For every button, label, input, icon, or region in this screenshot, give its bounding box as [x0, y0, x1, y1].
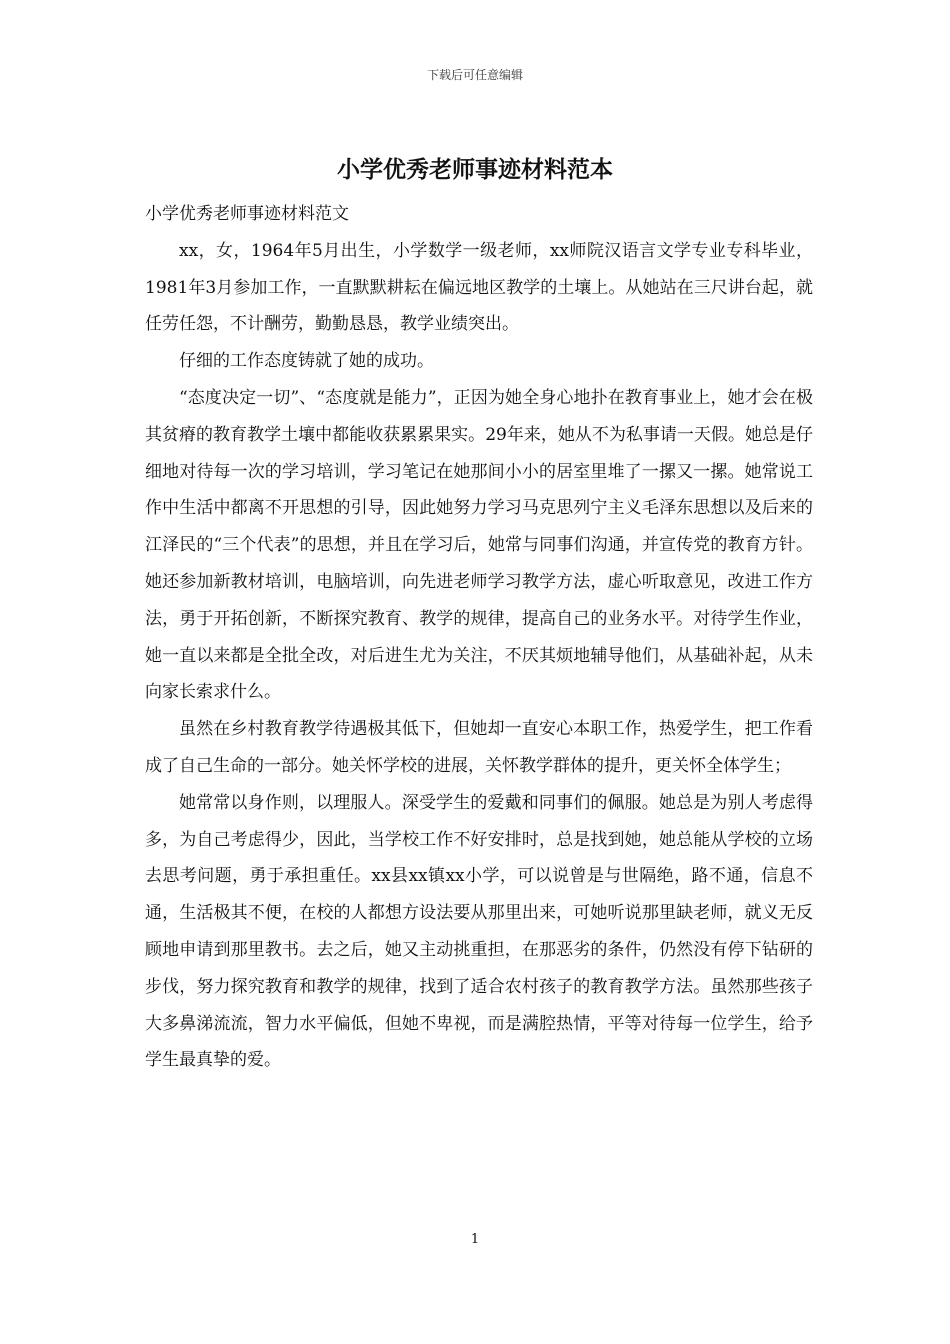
paragraph-2: 仔细的工作态度铸就了她的成功。 [179, 351, 434, 372]
paragraph-3: “态度决定一切”、“态度就是能力”，正因为她全身心地扑在教育事业上，她才会在极其贫瘠的教育教学土壤中都能收获累累果实。29年来，她从不为私事请一天假。她总是仔细地对待每一次的学习培训，学习笔记在她那间小小的居室里堆了一摞又一摞。她常说工作中生活中都离不开思想的引导，因此她努力学习马克思列宁主义毛泽东思想以及后来的江泽民的“三个代表”的思想，并且在学习后，她常与同事们沟通，并宣传党的教育方针。她还参加新教材培训，电脑培训，向先进老师学习教学方法，虚心听取意见，改进工作方法，勇于开拓创新，不断探究教育、教学的规律，提高自己的业务水平。对待学生作业，她一直以来都是全批全改，对后进生尤为关注，不厌其烦地辅导他们，从基础补起，从未向家长索求什么。 [145, 387, 813, 703]
header-note: 下载后可任意编辑 [426, 68, 523, 82]
document-subtitle: 小学优秀老师事迹材料范文 [145, 204, 349, 224]
paragraph-1: xx，女，1964年5月出生，小学数学一级老师，xx师院汉语言文学专业专科毕业，1981年3月参加工作，一直默默耕耘在偏远地区教学的土壤上。从她站在三尺讲台起，就任劳任怨，不计酬劳，勤勤恳恳，教学业绩突出。 [145, 240, 813, 335]
document-title: 小学优秀老师事迹材料范本 [337, 156, 613, 183]
paragraph-5: 她常常以身作则，以理服人。深受学生的爱戴和同事们的佩服。她总是为别人考虑得多，为自己考虑得少，因此，当学校工作不好安排时，总是找到她，她总能从学校的立场去思考问题，勇于承担重任。xx县xx镇xx小学，可以说曾是与世隔绝，路不通，信息不通，生活极其不便，在校的人都想方设法要从那里出来，可她听说那里缺老师，就义无反顾地申请到那里教书。去之后，她又主动挑重担，在那恶劣的条件，仍然没有停下钻研的步伐，努力探究教育和教学的规律，找到了适合农村孩子的教育教学方法。虽然那些孩子大多鼻涕流流，智力水平偏低，但她不卑视，而是满腔热情，平等对待每一位学生，给予学生最真挚的爱。 [145, 792, 813, 1071]
page-number: 1 [470, 1232, 480, 1247]
paragraph-4: 虽然在乡村教育教学待遇极其低下，但她却一直安心本职工作，热爱学生，把工作看成了自己生命的一部分。她关怀学校的进展，关怀教学群体的提升，更关怀全体学生； [145, 719, 813, 776]
document-body [145, 196, 813, 1079]
